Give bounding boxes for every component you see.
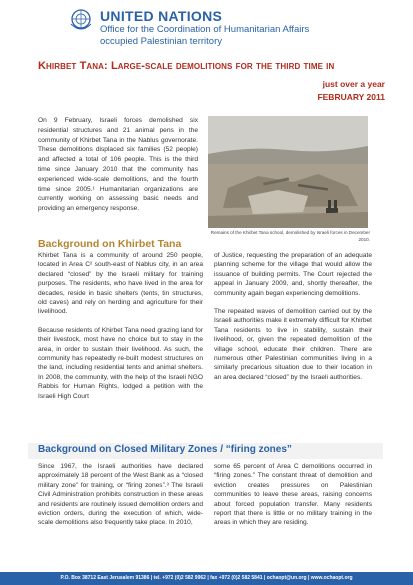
- un-emblem-icon: [68, 8, 94, 32]
- section2-column-1: Since 1967, the Israeli authorities have declared approximately 18 percent of the West Bank as a “closed military zone” for training, or “firing zones”.³ The Israeli Civil Administration prohibits construction in these areas and residents are routinely issued demolition orders and eviction orders, during the execution of which, wide-scale demolitions also frequently take place. In 2010,: [38, 463, 203, 527]
- paragraph: The repeated waves of demolition carried out by the Israeli authorities make it extremely difficult for Khirbet Tana residents to live in stability, sustain their livelihood, or, given the repeated demolition of the village school, educate their children. There are numerous other Palestinian communities living in a similarly precarious situation due to their location in an area declared “closed” by the Israeli authorities.: [214, 308, 372, 381]
- org-subtitle: Office for the Coordination of Humanitarian Affairs: [100, 24, 310, 35]
- section-heading-khirbet-tana: Background on Khirbet Tana: [38, 238, 182, 250]
- org-region: occupied Palestinian territory: [100, 36, 222, 47]
- paragraph: of Justice, requesting the preparation of an adequate planning scheme for the village that would allow the issuance of building permits. The Court rejected the appeal in January 2009, and, shortly thereafter, the community again began experiencing demolitions.: [214, 252, 372, 297]
- section1-column-2: [214, 251, 372, 391]
- intro-paragraph: On 9 February, Israeli forces demolished six residential structures and 21 animal pens in the community of Khirbet Tana in the Nablus governorate. These demolitions displaced six families (52 people) and affected a total of 106 people. This is the third time since January 2010 that the community has experienced wide-scale demolitions, and the fourth time since 2005.¹ Humanitarian organizations are currently working on assessing basic needs and providing an emergency response.: [38, 117, 198, 213]
- contact-footer: P.O. Box 38712 East Jerusalem 91386 | tel. +972 (0)2 582 9962 | fax +972 (0)2 582 5841 | ochaopt@un.org | www.ochaopt.org: [0, 572, 413, 585]
- headline: Khirbet Tana: Large-scale demolitions for the third time in: [38, 60, 335, 72]
- org-name: UNITED NATIONS: [100, 8, 223, 24]
- paragraph: Khirbet Tana is a community of around 250 people, located in Area C² south-east of Nablus city, in an area declared “closed” by the Israeli military for training purposes. The residents, who have lived in the area for decades, reside in basic shelters (tents, tin structures, old caves) and rely on herding and agriculture for their livelihood.: [38, 252, 203, 316]
- paragraph: Because residents of Khirbet Tana need grazing land for their livestock, most have no choice but to stay in the area, in order to sustain their livelihood. As such, the community has repeatedly re-built modest structures on the land, including residential tents and animal shelters. In 2008, the community, with the help of the Israeli NGO Rabbis for Human Rights, lodged a petition with the Israeli High Court: [38, 326, 203, 400]
- photo-caption: Remains of the Khirbet Tana school, demolished by Israeli forces in December 2010.: [210, 230, 370, 242]
- section1-column-1: [38, 251, 203, 410]
- report-date: FEBRUARY 2011: [317, 92, 385, 102]
- section2-column-2: some 65 percent of Area C demolitions occurred in “firing zones.” The constant threat of demolition and eviction creates pressures on Palestinian communities to leave these areas, raising concerns about forced population transfer. Many residents report that there is little or no military training in the areas in which they are residing.: [214, 463, 372, 527]
- section-heading-firing-zones: Background on Closed Military Zones / “firing zones”: [38, 444, 292, 455]
- demolition-photo: [208, 116, 368, 228]
- header: [0, 0, 413, 60]
- headline-continued: just over a year: [322, 79, 385, 89]
